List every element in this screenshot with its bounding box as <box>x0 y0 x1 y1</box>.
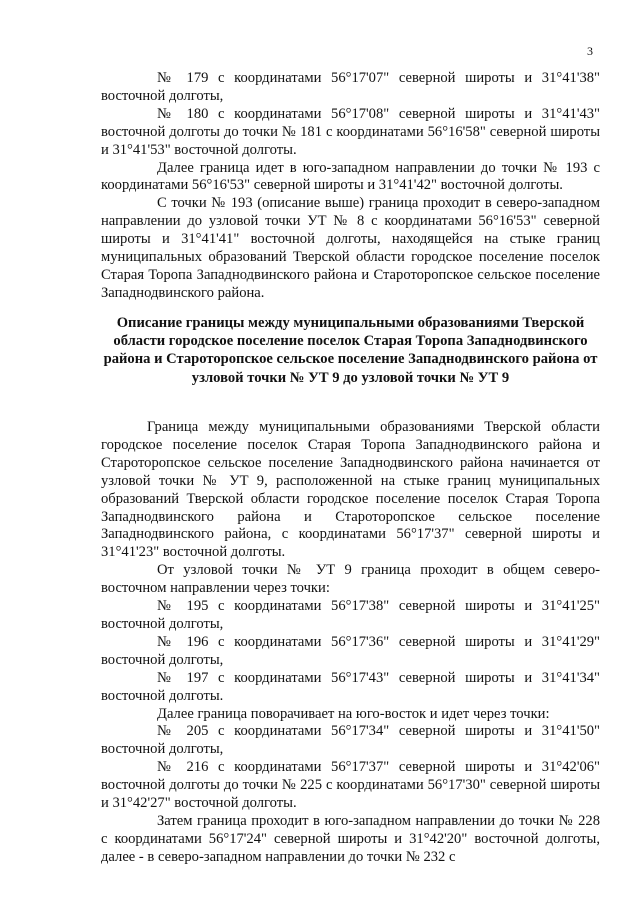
paragraph: Далее граница поворачивает на юго-восток и идет через точки: <box>157 705 550 722</box>
paragraph: № 196 с координатами 56°17'36" северной широты и 31°41'29" восточной долготы, <box>101 633 600 668</box>
paragraph: С точки № 193 (описание выше) граница проходит в северо-западном направлении до узловой точки УТ № 8 с координатами 56°16'53" северной широты и 31°41'41" восточной долготы, находящейся на стыке границ муниципальных образований Тверской области городское поселение поселок Старая Торопа Западнодвинского района и Староторопское сельское поселение Западнодвинского района. <box>101 195 600 301</box>
paragraph: Граница между муниципальными образованиями Тверской области городское поселение поселок Старая Торопа Западнодвинского района и Староторопское сельское поселение Западнодвинского района начинается от узловой точки № УТ 9, расположенной на стыке границ муниципальных образований Тверской области городское поселение поселок Старая Торопа Западнодвинского района и Староторопское сельское поселение Западнодвинского района, с координатами 56°17'37" северной широты и 31°41'23" восточной долготы. <box>101 419 600 561</box>
top-text-block <box>101 70 600 303</box>
paragraph: Далее граница идет в юго-западном направлении до точки № 193 с координатами 56°16'53" северной широты и 31°41'42" восточной долготы. <box>101 159 600 194</box>
paragraph: № 197 с координатами 56°17'43" северной широты и 31°41'34" восточной долготы. <box>101 669 600 704</box>
page-number: 3 <box>587 44 593 58</box>
paragraph: Затем граница проходит в юго-западном направлении до точки № 228 с координатами 56°17'24" северной широты и 31°42'20" восточной долготы, далее - в северо-западном направлении до точки № 232 с <box>101 812 600 865</box>
paragraph: № 216 с координатами 56°17'37" северной широты и 31°42'06" восточной долготы до точки № 225 с координатами 56°17'30" северной широты и 31°42'27" восточной долготы. <box>101 759 600 812</box>
paragraph: № 195 с координатами 56°17'38" северной широты и 31°41'25" восточной долготы, <box>101 598 600 632</box>
bottom-text-block <box>101 419 600 867</box>
paragraph: № 205 с координатами 56°17'34" северной широты и 31°41'50" восточной долготы, <box>101 723 600 758</box>
paragraph: От узловой точки № УТ 9 граница проходит в общем северо-восточном направлении через точки: <box>101 562 600 597</box>
paragraph: № 179 с координатами 56°17'07" северной широты и 31°41'38" восточной долготы, <box>101 70 600 104</box>
section-heading: Описание границы между муниципальными образованиями Тверской области городское поселение поселок Старая Торопа Западнодвинского района и Староторопское сельское поселение Западнодвинского района от узловой точки № УТ 9 до узловой точки № УТ 9 <box>103 315 598 386</box>
paragraph: № 180 с координатами 56°17'08" северной широты и 31°41'43" восточной долготы до точки № 181 с координатами 56°16'58" северной широты и 31°41'53" восточной долготы. <box>101 105 600 158</box>
